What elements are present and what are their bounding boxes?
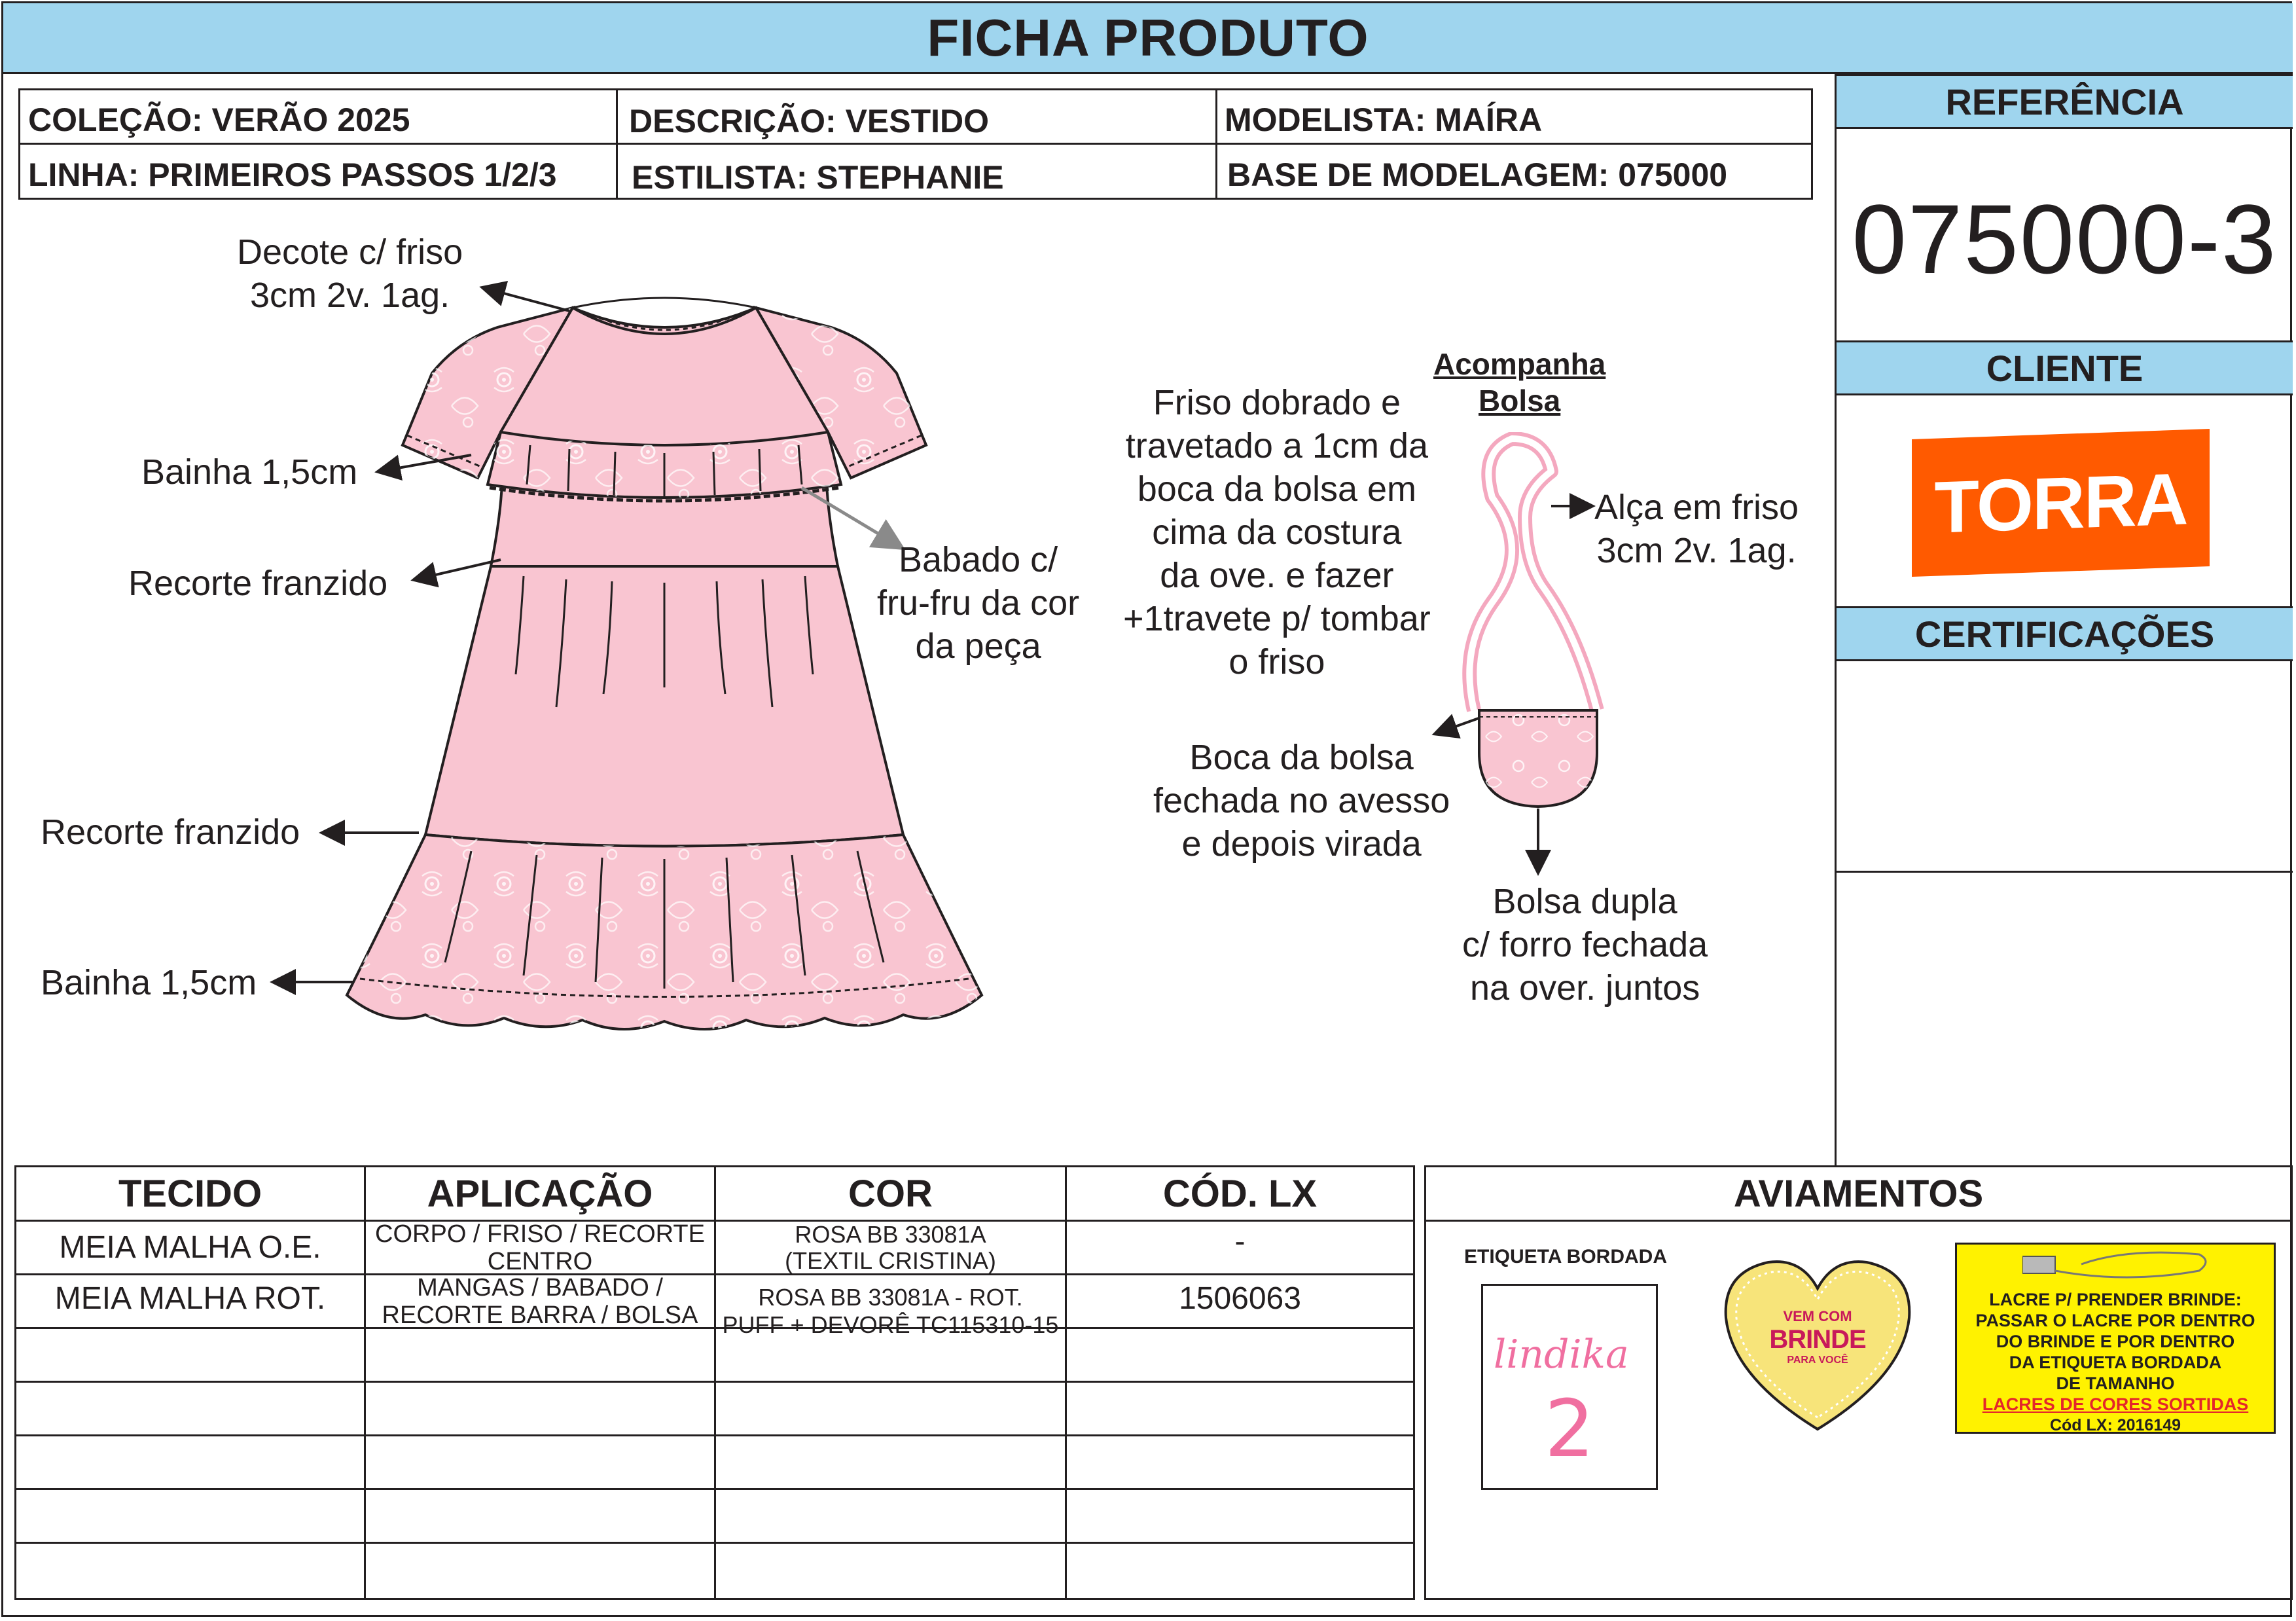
referencia-label: REFERÊNCIA xyxy=(1945,81,2184,122)
note-alca xyxy=(1594,486,1799,572)
lacre-line: DA ETIQUETA BORDADA xyxy=(2009,1353,2222,1372)
note-line: Acompanha xyxy=(1433,347,1606,381)
cell-line: CORPO / FRISO / RECORTE xyxy=(375,1220,705,1248)
note-line: Decote c/ friso xyxy=(237,232,463,272)
brinde-text xyxy=(1719,1308,1916,1366)
cell-tecido: MEIA MALHA O.E. xyxy=(59,1230,321,1265)
note-line: 3cm 2v. 1ag. xyxy=(249,276,450,315)
divider xyxy=(16,1327,1413,1329)
cell-line: CENTRO xyxy=(487,1247,593,1275)
note-recorte-1: Recorte franzido xyxy=(128,564,388,603)
note-line: Friso dobrado e xyxy=(1153,383,1401,422)
note-line: fru-fru da cor xyxy=(877,583,1080,623)
divider xyxy=(16,1434,1413,1436)
cell-line: RECORTE BARRA / BOLSA xyxy=(382,1301,698,1329)
note-line: Boca da bolsa xyxy=(1189,738,1414,777)
brinde-line: BRINDE xyxy=(1769,1325,1866,1354)
cell-cod-lx: 1506063 xyxy=(1179,1281,1301,1316)
descricao-field: DESCRIÇÃO: VESTIDO xyxy=(629,103,990,139)
page-title-text: FICHA PRODUTO xyxy=(927,8,1369,67)
note-recorte-2: Recorte franzido xyxy=(41,812,300,852)
torra-logo-text: TORRA xyxy=(1934,457,2187,549)
col-header-aplicacao: APLICAÇÃO xyxy=(427,1172,653,1215)
lacre-line: DO BRINDE E POR DENTRO xyxy=(1996,1332,2235,1351)
referencia-value: 075000-3 xyxy=(1852,183,2278,294)
cell-cor xyxy=(716,1285,1065,1337)
cell-line: ROSA BB 33081A - ROT. xyxy=(758,1283,1023,1311)
lacre-text xyxy=(1957,1289,2274,1436)
col-header-cor: COR xyxy=(848,1172,933,1215)
divider xyxy=(16,1488,1413,1490)
brinde-line: VEM COM xyxy=(1783,1308,1852,1324)
lacre-box xyxy=(1955,1243,2276,1434)
estilista-field: ESTILISTA: STEPHANIE xyxy=(632,159,1004,196)
cliente-label: CLIENTE xyxy=(1986,347,2144,389)
lacre-line: DE TAMANHO xyxy=(2056,1374,2175,1393)
etiqueta-brand: lindika xyxy=(1494,1332,1629,1377)
divider xyxy=(16,1542,1413,1544)
note-line: cima da costura xyxy=(1152,513,1402,552)
etiqueta-bordada xyxy=(1481,1284,1658,1490)
cell-line: PUFF + DEVORÊ TC115310-15 xyxy=(722,1311,1059,1338)
cell-aplicacao xyxy=(366,1222,714,1273)
cell-line: (TEXTIL CRISTINA) xyxy=(785,1247,996,1274)
col-header-tecido: TECIDO xyxy=(118,1172,262,1215)
base-modelagem-field: BASE DE MODELAGEM: 075000 xyxy=(1227,156,1728,193)
note-line: c/ forro fechada xyxy=(1462,925,1708,964)
note-babado xyxy=(877,538,1079,668)
etiqueta-label: ETIQUETA BORDADA xyxy=(1464,1246,1667,1267)
note-bainha-barra: Bainha 1,5cm xyxy=(41,963,257,1002)
note-friso-dobrado xyxy=(1123,381,1431,683)
aviamentos-panel xyxy=(1424,1165,2293,1600)
lacre-tag-icon xyxy=(2022,1251,2219,1290)
note-boca-bolsa xyxy=(1153,736,1450,865)
cell-tecido: MEIA MALHA ROT. xyxy=(54,1281,326,1316)
note-line: boca da bolsa em xyxy=(1137,469,1417,509)
note-line: fechada no avesso xyxy=(1153,781,1450,820)
modelista-field: MODELISTA: MAÍRA xyxy=(1225,101,1543,138)
aviamentos-title: AVIAMENTOS xyxy=(1733,1172,1984,1215)
note-decote xyxy=(237,230,463,317)
brinde-line: PARA VOCÊ xyxy=(1787,1355,1848,1366)
note-line: Alça em friso xyxy=(1594,488,1799,527)
fabric-table xyxy=(14,1165,1415,1600)
note-line: Bolsa xyxy=(1479,384,1561,418)
divider xyxy=(16,1381,1413,1383)
lacre-line: LACRE P/ PRENDER BRINDE: xyxy=(1989,1290,2242,1309)
note-line: o friso xyxy=(1229,642,1325,682)
note-line: 3cm 2v. 1ag. xyxy=(1596,531,1797,570)
note-line: e depois virada xyxy=(1181,824,1422,864)
note-acompanha-bolsa xyxy=(1433,346,1605,419)
note-line: travetado a 1cm da xyxy=(1125,426,1429,465)
colecao-field: COLEÇÃO: VERÃO 2025 xyxy=(28,101,410,138)
note-line: Bolsa dupla xyxy=(1492,882,1677,921)
lacre-highlight: LACRES DE CORES SORTIDAS xyxy=(1982,1394,2249,1414)
cell-line: MANGAS / BABADO / xyxy=(417,1273,663,1302)
cell-line: ROSA BB 33081A xyxy=(795,1220,986,1248)
divider xyxy=(1426,1220,2291,1222)
note-bainha-manga: Bainha 1,5cm xyxy=(141,452,358,492)
cell-cor xyxy=(716,1222,1065,1273)
cell-cod-lx: - xyxy=(1234,1224,1246,1259)
certificacoes-label: CERTIFICAÇÕES xyxy=(1914,613,2215,655)
note-line: +1travete p/ tombar xyxy=(1123,599,1431,638)
note-line: na over. juntos xyxy=(1469,968,1700,1008)
lacre-cod: Cód LX: 2016149 xyxy=(2049,1416,2181,1434)
col-header-cod-lx: CÓD. LX xyxy=(1162,1172,1318,1215)
note-line: da peça xyxy=(915,627,1041,666)
lacre-line: PASSAR O LACRE POR DENTRO xyxy=(1975,1311,2255,1330)
note-line: da ove. e fazer xyxy=(1160,556,1394,595)
note-line: Babado c/ xyxy=(898,540,1058,579)
linha-field: LINHA: PRIMEIROS PASSOS 1/2/3 xyxy=(28,156,557,193)
etiqueta-size: 2 xyxy=(1544,1384,1595,1475)
bag-illustration xyxy=(1460,432,1610,818)
cell-aplicacao xyxy=(366,1275,714,1327)
note-bolsa-dupla xyxy=(1462,880,1708,1010)
